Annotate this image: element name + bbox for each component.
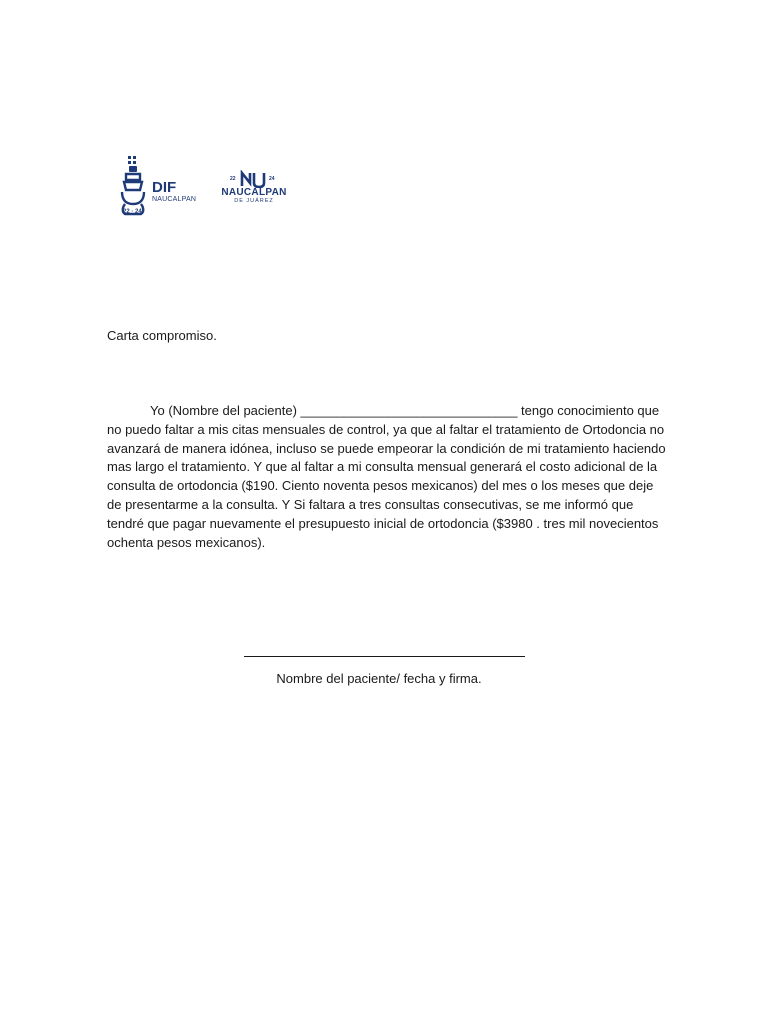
- naucalpan-logo-sub: DE JUÁREZ: [234, 198, 274, 204]
- dif-logo-name: DIF: [152, 179, 177, 196]
- dif-logo-years: 22 · 24: [123, 209, 142, 215]
- naucalpan-emblem-icon: [239, 170, 269, 188]
- naucalpan-logo: [214, 170, 294, 214]
- dif-logo-text: [152, 180, 196, 204]
- dif-logo-place: NAUCALPAN: [152, 196, 197, 203]
- commitment-paragraph-text: Yo (Nombre del paciente) ______________________________ tengo conocimiento que no puedo faltar a mis citas mensuales de control, ya que al faltar el tratamiento de Ortodoncia no avanzará de manera idónea, incluso se puede empeorar la condición de mi tratamiento haciendo mas largo el tratamiento. Y que al faltar a mi consulta mensual generará el costo adicional de la consulta de ortodoncia ($190. Ciento noventa pesos mexicanos) del mes o los meses que deje de presentarme a la consulta. Y Si faltara a tres consultas consecutivas, se me informó que tendré que pagar nuevamente el presupuesto inicial de ortodoncia ($3980 . tres mil novecientos ochenta pesos mexicanos).: [107, 403, 666, 550]
- dif-logo: [110, 152, 210, 224]
- naucalpan-logo-name: NAUCALPAN: [221, 187, 287, 198]
- header-logos: [110, 152, 290, 224]
- document-title: Carta compromiso.: [107, 328, 217, 343]
- naucalpan-year-left: 22: [230, 176, 236, 182]
- naucalpan-year-right: 24: [269, 176, 275, 182]
- signature-line: [244, 656, 525, 657]
- commitment-paragraph: [107, 402, 667, 552]
- signature-label: Nombre del paciente/ fecha y firma.: [276, 671, 482, 686]
